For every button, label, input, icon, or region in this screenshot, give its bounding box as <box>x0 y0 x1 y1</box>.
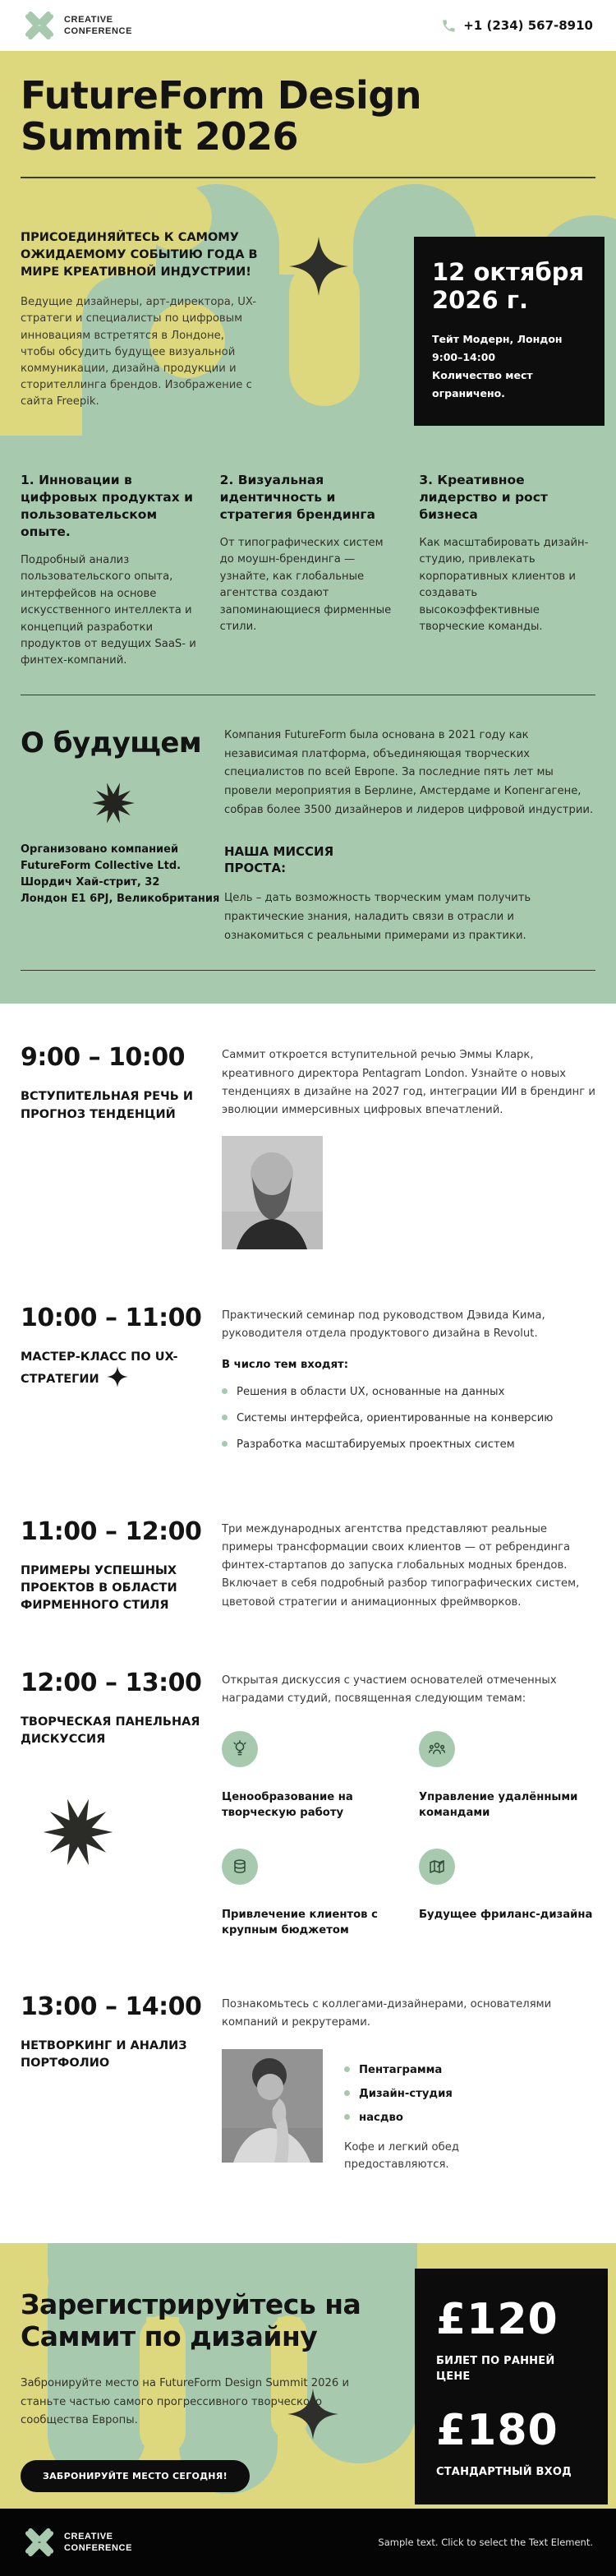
schedule-label: НЕТВОРКИНГ И АНАЛИЗ ПОРТФОЛИО <box>21 2039 187 2070</box>
schedule-item-left <box>21 1992 222 2184</box>
topic-title: 1. Инновации в цифровых продуктах и пользовательском опыте. <box>21 473 193 539</box>
register-section <box>0 2243 616 2509</box>
speaker-item: Дизайн-студия <box>344 2086 484 2102</box>
brand-logo-icon <box>23 9 56 42</box>
schedule-item-right <box>222 1992 595 2184</box>
topic-title: 3. Креативное лидерство и рост бизнеса <box>419 473 548 522</box>
schedule-text: Три международных агентства представляют реальные примеры трансформации своих клиентов — от ребрендинга финтех-стартапов до запуска глобальных модных брендов. Включает в себя подробный разбор типографических систем, цветовой стратегии и анимационных фреймворков. <box>222 1522 580 1609</box>
price-box <box>415 2269 608 2504</box>
schedule-item-right <box>222 1304 595 1463</box>
panel-topic-label: Будущее фриланс-дизайна <box>419 1909 593 1922</box>
schedule-section <box>0 1004 616 2243</box>
schedule-item-right <box>222 1043 595 1249</box>
speaker-item: Пентаграмма <box>344 2062 484 2078</box>
schedule-label: ТВОРЧЕСКАЯ ПАНЕЛЬНАЯ ДИСКУССИЯ <box>21 1715 200 1746</box>
about-section <box>21 727 595 946</box>
hero-section <box>0 51 616 436</box>
schedule-item-1 <box>21 1043 595 1249</box>
bullet-item: Разработка масштабируемых проектных систем <box>222 1437 595 1452</box>
page-header <box>0 0 616 51</box>
topic-text: От типографических систем до моушн-брендинга — узнайте, как глобальные агентства создают запоминающиеся фирменные стили. <box>219 536 392 634</box>
footer-sample-text[interactable]: Sample text. Click to select the Text Element. <box>378 2537 593 2549</box>
schedule-item-3 <box>21 1517 595 1614</box>
panel-topic-pricing <box>222 1731 404 1821</box>
organizer-line-2: Шордич Хай-стрит, 32 <box>21 876 160 889</box>
panel-topic-freelance-future <box>419 1849 595 1938</box>
panel-topic-big-budget <box>222 1849 404 1938</box>
topic-bullet-list <box>222 1384 595 1452</box>
sparkle-star-icon <box>107 1366 128 1387</box>
register-text: Забронируйте место на FutureForm Design Summit 2026 и станьте частью самого прогрессивного творческого сообщества Европы. <box>21 2377 350 2427</box>
hero-intro-heading: ПРИСОЕДИНЯЙТЕСЬ К САМОМУ ОЖИДАЕМОМУ СОБЫТИЮ ГОДА В МИРЕ КРЕАТИВНОЙ ИНДУСТРИИ! <box>21 231 258 279</box>
register-heading: Зарегистрируйтесь на Саммит по дизайну <box>21 2288 361 2353</box>
coins-icon <box>222 1849 258 1885</box>
topics-grid <box>21 472 595 670</box>
schedule-item-4 <box>21 1669 595 1938</box>
schedule-time: 12:00 – 13:00 <box>21 1668 202 1697</box>
schedule-item-5 <box>21 1992 595 2184</box>
brand-line-2: CONFERENCE <box>64 26 133 36</box>
organizer-line-3: Лондон E1 6PJ, Великобритания <box>21 893 220 906</box>
schedule-item-left <box>21 1517 222 1614</box>
schedule-label-text: МАСТЕР-КЛАСС ПО UX-СТРАТЕГИИ <box>21 1350 178 1387</box>
schedule-time: 11:00 – 12:00 <box>21 1517 202 1546</box>
schedule-label: ПРИМЕРЫ УСПЕШНЫХ ПРОЕКТОВ В ОБЛАСТИ ФИРМЕННОГО СТИЛЯ <box>21 1563 177 1612</box>
register-content <box>0 2243 411 2491</box>
schedule-time: 10:00 – 11:00 <box>21 1304 202 1333</box>
panel-topic-label: Привлечение клиентов с крупным бюджетом <box>222 1909 378 1937</box>
phone-contact[interactable] <box>441 18 593 34</box>
panel-topic-label: Ценообразование на творческую работу <box>222 1791 353 1819</box>
topic-card-2 <box>220 472 397 670</box>
schedule-item-right <box>222 1517 595 1614</box>
schedule-text: Познакомьтесь с коллегами-дизайнерами, основателями компаний и рекрутерами. <box>222 1998 552 2029</box>
schedule-time: 13:00 – 14:00 <box>21 1992 202 2022</box>
bullet-item: Решения в области UX, основанные на данных <box>222 1384 595 1400</box>
phone-icon <box>441 18 457 34</box>
about-text: Компания FutureForm была основана в 2021 году как независимая платформа, объединяющая творческих специалистов по всей Европе. За последние пять лет мы провели мероприятия в Берлине, Амстердаме и Копенгагене, собрав более 3500 дизайнеров и лидеров цифровой индустрии. <box>224 728 594 816</box>
footer-brand-logo <box>23 2526 132 2559</box>
standard-price-label: СТАНДАРТНЫЙ ВХОД <box>436 2465 572 2478</box>
panel-topics-grid <box>222 1731 595 1938</box>
brand-line-2: CONFERENCE <box>64 2543 133 2554</box>
event-details <box>432 330 586 403</box>
topic-card-3 <box>419 472 595 670</box>
brand-line-1: CREATIVE <box>64 14 113 25</box>
hero-intro <box>21 229 260 409</box>
starburst-icon <box>91 781 136 825</box>
about-heading: О будущем <box>21 726 202 759</box>
event-note: Количество мест ограничено. <box>432 369 533 400</box>
early-price: £120 <box>436 2295 559 2345</box>
footer-brand-name <box>64 2531 132 2555</box>
phone-number: +1 (234) 567-8910 <box>463 18 593 33</box>
topics-about-section <box>0 436 616 1004</box>
lunch-note: Кофе и легкий обед предоставляются. <box>344 2141 459 2172</box>
topic-text: Как масштабировать дизайн-студию, привлекать корпоративных клиентов и создавать высокоэффективные творческие команды. <box>419 536 589 634</box>
brand-logo-icon <box>23 2526 56 2559</box>
brand-line-1: CREATIVE <box>64 2532 113 2542</box>
book-seat-button[interactable]: ЗАБРОНИРУЙТЕ МЕСТО СЕГОДНЯ! <box>21 2460 250 2492</box>
about-right-column <box>224 727 595 946</box>
sparkle-star-icon <box>289 237 348 296</box>
hero-intro-text: Ведущие дизайнеры, арт-директора, UX-стратеги и специалисты по цифровым инновациям встретятся в Лондоне, чтобы обсудить будущее визуальной коммуникации, дизайна продукции и сторителлинга брендов. Изображение с сайта Freepik. <box>21 296 257 408</box>
topic-title: 2. Визуальная идентичность и стратегия брендинга <box>219 473 375 522</box>
schedule-item-left <box>21 1043 222 1249</box>
bullets-intro: В число тем входят: <box>222 1358 348 1371</box>
page-title: FutureForm Design Summit 2026 <box>21 73 421 159</box>
about-divider <box>21 970 595 971</box>
page-footer <box>0 2509 616 2576</box>
brand-name <box>64 14 132 38</box>
bullet-item: Системы интерфейса, ориентированные на конверсию <box>222 1410 595 1426</box>
standard-price: £180 <box>436 2405 559 2455</box>
schedule-item-left <box>21 1304 222 1463</box>
speaker-photo <box>222 2049 323 2163</box>
panel-topic-remote-teams <box>419 1731 595 1821</box>
early-price-label: БИЛЕТ ПО РАННЕЙ ЦЕНЕ <box>436 2355 555 2383</box>
organizer-line-1: Организовано компанией FutureForm Collective Ltd. <box>21 843 182 872</box>
organizer-address <box>21 842 224 908</box>
team-icon <box>419 1731 455 1767</box>
schedule-text: Практический семинар под руководством Дэвида Кима, руководителя отдела продуктового дизайна в Revolut. <box>222 1309 545 1341</box>
speaker-item: насдво <box>344 2110 484 2126</box>
speaker-photo <box>222 1136 323 1249</box>
mission-heading: НАША МИССИЯ ПРОСТА: <box>224 844 334 875</box>
brand-logo <box>23 9 132 42</box>
schedule-label: ВСТУПИТЕЛЬНАЯ РЕЧЬ И ПРОГНОЗ ТЕНДЕНЦИЙ <box>21 1090 193 1121</box>
schedule-item-left <box>21 1669 222 1938</box>
hero-divider <box>21 177 595 178</box>
speakers-list <box>344 2062 484 2126</box>
panel-topic-label: Управление удалёнными командами <box>419 1791 578 1819</box>
mission-text: Цель – дать возможность творческим умам получить практические знания, наладить связи в отрасли и ознакомиться с реальными примерами из практики. <box>224 892 531 942</box>
schedule-label <box>21 1349 207 1388</box>
topic-text: Подробный анализ пользовательского опыта, интерфейсов на основе искусственного интеллекта и концепций разработки продуктов от ведущих SaaS- и финтех-компаний. <box>21 553 196 667</box>
schedule-text: Саммит откроется вступительной речью Эммы Кларк, креативного директора Pentagram London. Узнайте о новых тенденциях в дизайне на 2027 год, интеграции ИИ в брендинг и эволюции иммерсивных цифровых впечатлений. <box>222 1049 595 1116</box>
event-date: 12 октября 2026 г. <box>432 258 585 315</box>
topic-card-1 <box>21 472 197 670</box>
schedule-item-right <box>222 1669 595 1938</box>
schedule-item-2 <box>21 1304 595 1463</box>
lightbulb-icon <box>222 1731 258 1767</box>
schedule-time: 9:00 – 10:00 <box>21 1043 186 1073</box>
speakers-list-block <box>344 2047 484 2185</box>
schedule-text: Открытая дискуссия с участием основателей отмеченных наградами студий, посвященная следующим темам: <box>222 1673 557 1706</box>
map-icon <box>419 1849 455 1885</box>
starburst-icon <box>42 1796 114 1868</box>
event-venue: Тейт Модерн, Лондон <box>432 333 563 346</box>
date-card <box>414 237 605 426</box>
networking-block <box>222 2047 595 2185</box>
about-left-column <box>21 727 224 946</box>
event-time: 9:00–14:00 <box>432 351 496 364</box>
